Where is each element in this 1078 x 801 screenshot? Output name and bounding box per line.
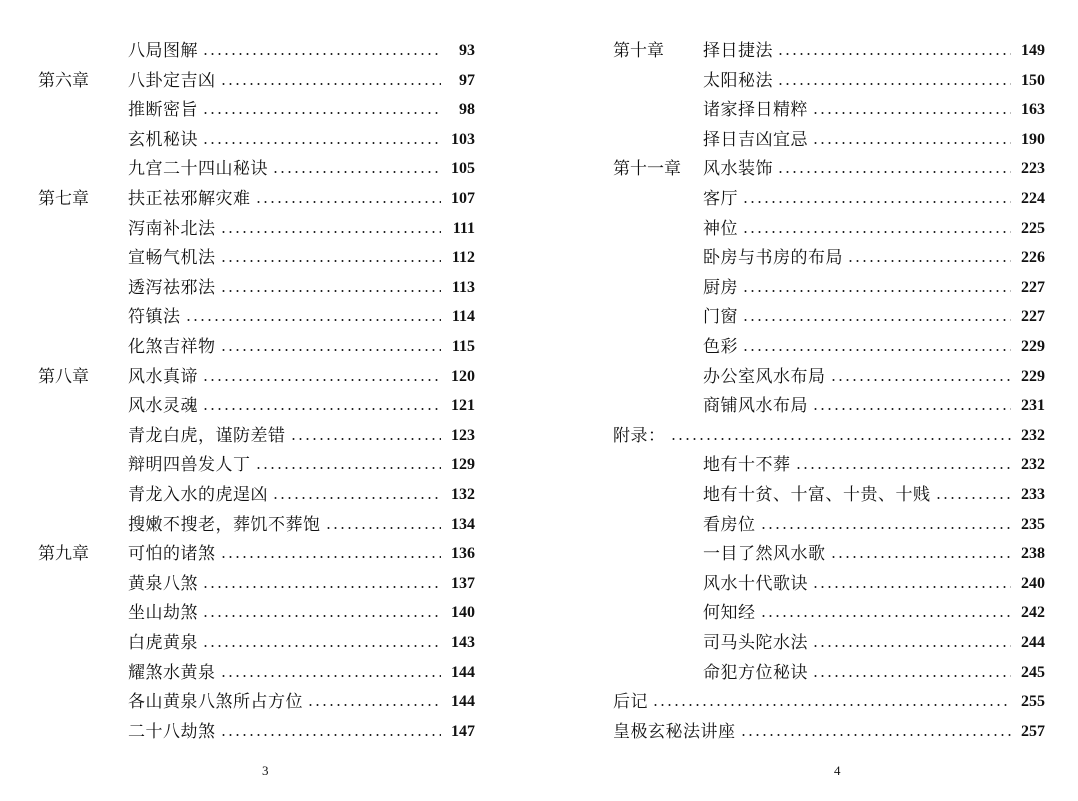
- toc-entry-title: 符镇法: [128, 307, 181, 328]
- toc-entry[interactable]: [128, 510, 475, 540]
- toc-entry-title: 命犯方位秘诀: [703, 662, 808, 683]
- toc-entry-page: 111: [452, 219, 475, 237]
- toc-entry[interactable]: [703, 539, 1045, 569]
- toc-entry[interactable]: [128, 95, 475, 125]
- chapter-label: 第九章: [38, 544, 89, 565]
- chapter-label: 第七章: [38, 189, 89, 209]
- toc-entry-title: 黄泉八煞: [128, 573, 198, 594]
- toc-entry[interactable]: [703, 391, 1045, 421]
- toc-entry-page: 231: [1021, 397, 1045, 415]
- page-number: 3: [262, 763, 269, 778]
- toc-entry-page: 245: [1021, 663, 1045, 681]
- toc-entry-title: 可怕的诸煞: [128, 544, 216, 565]
- dot-leader: [830, 379, 1012, 381]
- toc-entry[interactable]: [128, 302, 475, 332]
- toc-entry-title: 何知经: [703, 603, 756, 624]
- toc-entry-title: 二十八劫煞: [128, 721, 216, 742]
- toc-entry[interactable]: [703, 66, 1045, 96]
- toc-entry-page: 225: [1021, 219, 1045, 237]
- toc-entry-page: 232: [1021, 426, 1045, 444]
- toc-entry-page: 136: [451, 545, 475, 563]
- toc-entry[interactable]: [128, 243, 475, 273]
- toc-entry-page: 229: [1021, 338, 1045, 355]
- toc-entry-title: 厨房: [703, 277, 738, 298]
- toc-entry-page: 229: [1021, 367, 1045, 385]
- toc-entry-chapter: 皇极玄秘法讲座: [613, 721, 736, 742]
- dot-leader: [220, 675, 442, 677]
- dot-leader: [220, 231, 442, 233]
- dot-leader: [272, 171, 441, 173]
- toc-entry-page: 121: [451, 397, 475, 415]
- toc-entry-title: 风水装饰: [703, 159, 773, 180]
- toc-entry-page: 232: [1021, 456, 1045, 474]
- toc-entry-page: 147: [451, 722, 475, 740]
- dot-leader: [202, 142, 441, 144]
- toc-entry-page: 255: [1021, 693, 1045, 711]
- toc-entry-title: 青龙白虎，谨防差错: [128, 425, 286, 446]
- toc-entry-chapter: 后记: [613, 692, 648, 713]
- dot-leader: [812, 645, 1011, 647]
- toc-entry[interactable]: [128, 184, 475, 214]
- toc-entry-page: 140: [451, 604, 475, 622]
- dot-leader: [740, 734, 1012, 736]
- toc-entry-title: 搜嫩不搜老，葬饥不葬饱: [128, 514, 321, 535]
- toc-entry-title: 辩明四兽发人丁: [128, 455, 251, 476]
- toc-entry-page: 149: [1021, 42, 1045, 59]
- toc-entry-title: 各山黄泉八煞所占方位: [128, 692, 303, 713]
- toc-entry-title: 客厅: [703, 189, 738, 209]
- toc-entry-title: 办公室风水布局: [703, 366, 826, 387]
- toc-entry-title: 化煞吉祥物: [128, 337, 216, 357]
- dot-leader: [777, 53, 1011, 55]
- toc-entry[interactable]: [703, 302, 1045, 332]
- toc-entry-page: 233: [1021, 486, 1045, 503]
- toc-entry-title: 扶正祛邪解灾难: [128, 189, 251, 209]
- page-number: 4: [834, 763, 841, 778]
- dot-leader: [830, 556, 1012, 558]
- toc-entry-page: 143: [451, 634, 475, 651]
- toc-entry[interactable]: [128, 598, 475, 628]
- toc-entry-page: 240: [1021, 574, 1045, 592]
- dot-leader: [777, 83, 1011, 85]
- toc-entry[interactable]: [128, 717, 475, 747]
- toc-entry[interactable]: [128, 569, 475, 599]
- toc-entry-title: 色彩: [703, 337, 738, 357]
- dot-leader: [812, 675, 1011, 677]
- toc-entry[interactable]: [128, 539, 475, 569]
- dot-leader: [255, 467, 442, 469]
- toc-entry[interactable]: [128, 332, 475, 362]
- toc-entry-title: 地有十贫、十富、十贵、十贱: [703, 485, 931, 505]
- toc-entry[interactable]: [128, 362, 475, 392]
- toc-entry[interactable]: [128, 36, 475, 66]
- toc-entry-page: 224: [1021, 190, 1045, 207]
- dot-leader: [202, 645, 441, 647]
- dot-leader: [742, 349, 1011, 351]
- toc-entry-title: 看房位: [703, 514, 756, 535]
- toc-entry-page: 227: [1021, 308, 1045, 326]
- toc-entry-page: 113: [451, 278, 475, 296]
- toc-entry[interactable]: [128, 125, 475, 155]
- dot-leader: [202, 112, 441, 114]
- toc-entry[interactable]: [703, 95, 1045, 125]
- dot-leader: [795, 467, 1012, 469]
- toc-entry[interactable]: [128, 214, 475, 244]
- toc-entry-page: 226: [1021, 249, 1045, 267]
- toc-entry-title: 风水十代歌诀: [703, 573, 808, 594]
- toc-entry[interactable]: [128, 66, 475, 96]
- dot-leader: [220, 556, 442, 558]
- toc-entry[interactable]: [128, 658, 475, 688]
- toc-entry-title: 门窗: [703, 307, 738, 328]
- toc-entry[interactable]: [703, 243, 1045, 273]
- toc-entry-title: 风水真谛: [128, 366, 198, 387]
- dot-leader: [220, 734, 442, 736]
- dot-leader: [777, 171, 1011, 173]
- dot-leader: [812, 586, 1011, 588]
- toc-entry[interactable]: [703, 450, 1045, 480]
- toc-entry-title: 九宫二十四山秘诀: [128, 159, 268, 180]
- toc-entry-title: 坐山劫煞: [128, 603, 198, 624]
- toc-entry-title: 风水灵魂: [128, 396, 198, 417]
- dot-leader: [307, 704, 441, 706]
- toc-entry-title: 泻南补北法: [128, 218, 216, 239]
- toc-entry[interactable]: [703, 36, 1045, 66]
- chapter-label: 第十一章: [613, 159, 681, 180]
- toc-entry-page: 242: [1021, 604, 1045, 622]
- toc-entry-page: 105: [451, 160, 475, 178]
- toc-entry-title: 白虎黄泉: [128, 633, 198, 653]
- toc-entry-page: 150: [1021, 71, 1045, 89]
- toc-entry-title: 青龙入水的虎逞凶: [128, 485, 268, 505]
- toc-entry[interactable]: [703, 658, 1045, 688]
- dot-leader: [812, 408, 1011, 410]
- dot-leader: [760, 615, 1012, 617]
- toc-entry-page: 115: [451, 338, 475, 355]
- toc-entry-page: 235: [1021, 515, 1045, 533]
- toc-entry-page: 163: [1021, 101, 1045, 119]
- toc-entry-chapter: 附录：: [613, 425, 666, 446]
- dot-leader: [290, 438, 442, 440]
- toc-entry[interactable]: [703, 273, 1045, 303]
- chapter-label: 第八章: [38, 366, 89, 387]
- chapter-label: 第十章: [613, 41, 664, 61]
- dot-leader: [742, 201, 1011, 203]
- toc-entry-page: 238: [1021, 545, 1045, 563]
- toc-entry[interactable]: [128, 628, 475, 658]
- dot-leader: [742, 290, 1011, 292]
- dot-leader: [325, 527, 442, 529]
- dot-leader: [202, 53, 441, 55]
- chapter-label: 第六章: [38, 70, 89, 91]
- dot-leader: [670, 438, 1012, 440]
- toc-entry-page: 132: [451, 486, 475, 503]
- toc-entry[interactable]: [128, 480, 475, 510]
- dot-leader: [220, 83, 442, 85]
- dot-leader: [742, 319, 1011, 321]
- toc-entry[interactable]: [703, 480, 1045, 510]
- toc-entry[interactable]: [703, 184, 1045, 214]
- dot-leader: [202, 408, 441, 410]
- dot-leader: [742, 231, 1011, 233]
- dot-leader: [185, 319, 442, 321]
- toc-entry-page: 107: [451, 190, 475, 207]
- dot-leader: [760, 527, 1012, 529]
- toc-entry[interactable]: [703, 125, 1045, 155]
- toc-entry-page: 227: [1021, 278, 1045, 296]
- toc-entry[interactable]: [703, 598, 1045, 628]
- dot-leader: [202, 615, 441, 617]
- toc-entry[interactable]: [128, 391, 475, 421]
- toc-entry-page: 144: [451, 663, 475, 681]
- dot-leader: [812, 142, 1011, 144]
- toc-entry-title: 择日捷法: [703, 41, 773, 61]
- toc-entry-title: 耀煞水黄泉: [128, 662, 216, 683]
- toc-entry-page: 190: [1021, 130, 1045, 148]
- toc-entry-page: 120: [451, 367, 475, 385]
- dot-leader: [812, 112, 1011, 114]
- toc-entry-title: 八卦定吉凶: [128, 70, 216, 91]
- toc-entry[interactable]: [703, 510, 1045, 540]
- toc-entry[interactable]: [128, 687, 475, 717]
- toc-entry-title: 一目了然风水歌: [703, 544, 826, 565]
- toc-entry-page: 97: [459, 71, 475, 89]
- toc-entry[interactable]: [703, 332, 1045, 362]
- toc-entry-title: 八局图解: [128, 41, 198, 61]
- toc-entry-title: 司马头陀水法: [703, 633, 808, 653]
- toc-entry[interactable]: [128, 450, 475, 480]
- toc-entry-title: 诸家择日精粹: [703, 100, 808, 121]
- dot-leader: [202, 379, 441, 381]
- toc-entry-title: 宣畅气机法: [128, 248, 216, 269]
- dot-leader: [652, 704, 1011, 706]
- toc-entry-title: 地有十不葬: [703, 455, 791, 476]
- dot-leader: [255, 201, 442, 203]
- toc-entry-title: 玄机秘诀: [128, 129, 198, 150]
- toc-entry[interactable]: [703, 569, 1045, 599]
- toc-entry-page: 98: [459, 101, 475, 119]
- dot-leader: [935, 497, 1012, 499]
- dot-leader: [272, 497, 441, 499]
- dot-leader: [847, 260, 1011, 262]
- toc-entry-title: 择日吉凶宜忌: [703, 129, 808, 150]
- toc-entry-page: 103: [451, 130, 475, 148]
- toc-entry[interactable]: [128, 421, 475, 451]
- toc-entry[interactable]: [128, 154, 475, 184]
- right-page: [539, 0, 1078, 801]
- toc-entry-title: 神位: [703, 218, 738, 239]
- toc-entry-page: 129: [451, 456, 475, 474]
- toc-entry[interactable]: [703, 214, 1045, 244]
- toc-entry-page: 144: [451, 693, 475, 711]
- dot-leader: [202, 586, 441, 588]
- toc-entry-page: 112: [451, 249, 475, 267]
- toc-entry-title: 推断密旨: [128, 100, 198, 121]
- toc-entry-page: 114: [451, 308, 475, 326]
- toc-entry-title: 透泻祛邪法: [128, 277, 216, 298]
- toc-entry-page: 223: [1021, 160, 1045, 178]
- toc-entry[interactable]: [613, 717, 1045, 747]
- toc-entry[interactable]: [703, 628, 1045, 658]
- toc-entry[interactable]: [613, 421, 1045, 451]
- toc-entry[interactable]: [703, 362, 1045, 392]
- toc-entry-page: 257: [1021, 722, 1045, 740]
- toc-entry-page: 137: [451, 574, 475, 592]
- dot-leader: [220, 260, 442, 262]
- toc-entry-page: 244: [1021, 634, 1045, 651]
- dot-leader: [220, 349, 442, 351]
- toc-entry-title: 商铺风水布局: [703, 396, 808, 417]
- toc-entry-page: 134: [451, 515, 475, 533]
- toc-entry-page: 93: [459, 42, 475, 59]
- toc-entry[interactable]: [613, 687, 1045, 717]
- toc-entry[interactable]: [703, 154, 1045, 184]
- toc-entry[interactable]: [128, 273, 475, 303]
- toc-entry-title: 卧房与书房的布局: [703, 248, 843, 269]
- dot-leader: [220, 290, 442, 292]
- toc-entry-page: 123: [451, 426, 475, 444]
- toc-entry-title: 太阳秘法: [703, 70, 773, 91]
